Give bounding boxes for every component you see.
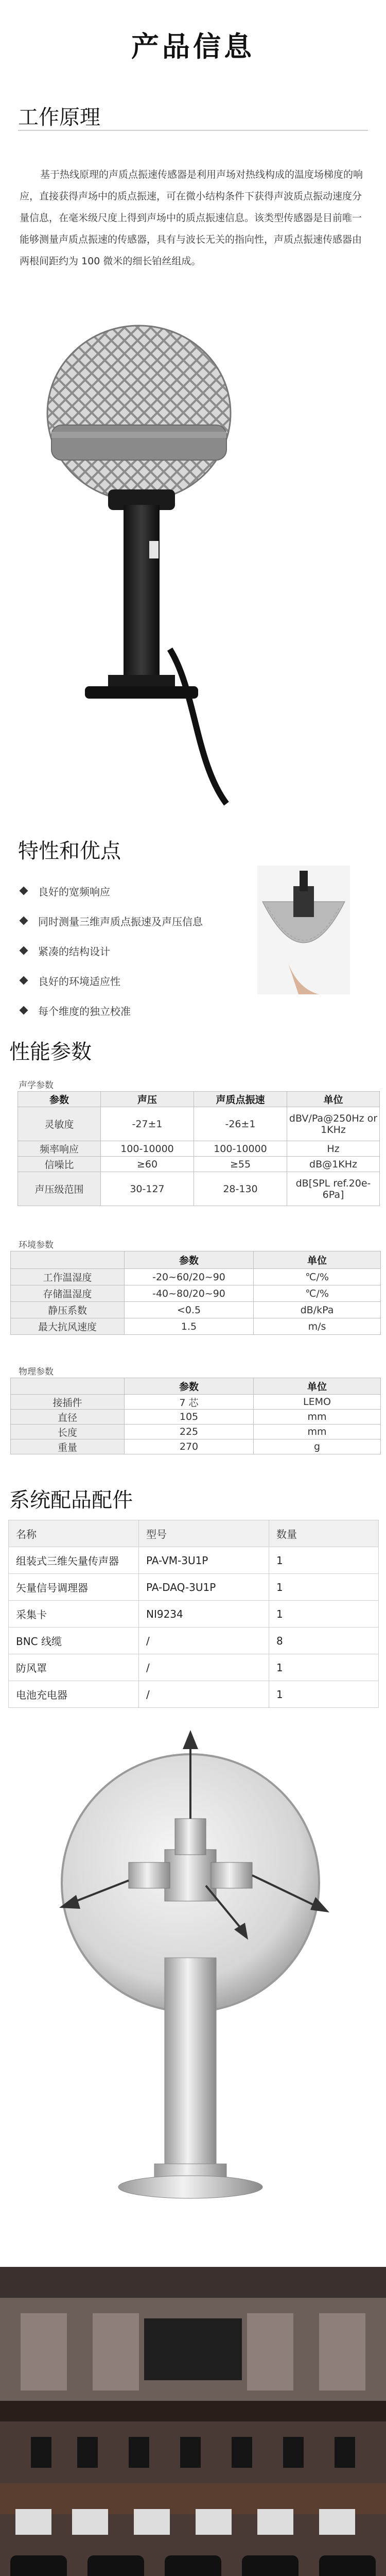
- accessories-table: 名称 型号 数量 组装式三维矢量传声器 PA-VM-3U1P 1 矢量信号调理器 PA-DAQ-3U1P 1 采集卡 NI9234 1 BNC 线缆 / 8 防风罩 / 1 电池充电器 / 1: [8, 1520, 379, 1708]
- table-row: 直径 105 mm: [11, 1410, 381, 1425]
- features-list: [21, 876, 247, 1025]
- microphone-photo: [0, 319, 386, 829]
- table-row: 最大抗风速度 1.5 m/s: [11, 1318, 381, 1335]
- feature-item: 紧凑的结构设计: [21, 936, 247, 965]
- table-row: BNC 线缆 / 8: [9, 1628, 379, 1654]
- specs-title: 性能参数: [9, 1040, 92, 1064]
- table-row: 静压系数 <0.5 dB/kPa: [11, 1302, 381, 1318]
- principle-title: 工作原理: [18, 106, 100, 129]
- environment-caption: 环境参数: [19, 1240, 54, 1250]
- physical-table: 参数 单位 接插件 7 芯 LEMO 直径 105 mm 长度 225 mm 重量 270 g: [10, 1378, 381, 1454]
- feature-item: 良好的宽频响应: [21, 876, 247, 906]
- table-row: 组装式三维矢量传声器 PA-VM-3U1P 1: [9, 1547, 379, 1574]
- diamond-bullet-icon: [20, 976, 28, 985]
- principle-divider: [18, 130, 368, 131]
- conference-room-photo: [0, 2267, 386, 2576]
- feature-item: 同时测量三维声质点振速及声压信息: [21, 906, 247, 936]
- table-row: 频率响应 100-10000 100-10000 Hz: [18, 1141, 380, 1157]
- feature-item: 良好的环境适应性: [21, 965, 247, 995]
- table-row: 声压级范围 30-127 28-130 dB[SPL ref.20e-6Pa]: [18, 1172, 380, 1206]
- table-row: 接插件 7 芯 LEMO: [11, 1395, 381, 1410]
- table-row: 长度 225 mm: [11, 1425, 381, 1439]
- features-title: 特性和优点: [18, 839, 121, 863]
- diamond-bullet-icon: [20, 917, 28, 925]
- table-row: 电池充电器 / 1: [9, 1681, 379, 1708]
- sensor-illustration: [0, 1721, 386, 2236]
- diamond-bullet-icon: [20, 887, 28, 895]
- feature-item: 每个维度的独立校准: [21, 995, 247, 1025]
- table-row: 信噪比 ≥60 ≥55 dB@1KHz: [18, 1157, 380, 1172]
- handheld-photo: [257, 866, 350, 994]
- page-title: 产品信息: [131, 30, 255, 63]
- table-row: 采集卡 NI9234 1: [9, 1601, 379, 1628]
- acoustic-table: 参数 声压 声质点振速 单位 灵敏度 -27±1 -26±1 dBV/Pa@250Hz or 1KHz 频率响应 100-10000 100-10000 Hz 信噪比 ≥60 ≥55 dB@1KHz 声压级范围 30-127 28-130 dB[SPL ref.20e-6Pa]: [17, 1091, 380, 1206]
- accessories-title: 系统配品配件: [9, 1488, 133, 1512]
- table-row: 工作温湿度 -20~60/20~90 ℃/%: [11, 1269, 381, 1285]
- table-row: 防风罩 / 1: [9, 1654, 379, 1681]
- table-row: 灵敏度 -27±1 -26±1 dBV/Pa@250Hz or 1KHz: [18, 1107, 380, 1141]
- principle-text: 基于热线原理的声质点振速传感器是利用声场对热线构成的温度场梯度的响应，直接获得声场中的质点振速，可在微小结构条件下获得声波质点振动速度分量信息，在毫米级尺度上得到声场中的质点振速信息。该类型传感器是目前唯一能够测量声质点振速的传感器，具有与波长无关的指向性，声质点振速传感器由两根间距约为 100 微米的细长铂丝组成。: [20, 169, 363, 267]
- table-row: 存储温湿度 -40~80/20~90 ℃/%: [11, 1285, 381, 1302]
- diamond-bullet-icon: [20, 946, 28, 955]
- physical-caption: 物理参数: [19, 1367, 54, 1377]
- environment-table: 参数 单位 工作温湿度 -20~60/20~90 ℃/% 存储温湿度 -40~80/20~90 ℃/% 静压系数 <0.5 dB/kPa 最大抗风速度 1.5 m/s: [10, 1251, 381, 1335]
- diamond-bullet-icon: [20, 1006, 28, 1015]
- acoustic-caption: 声学参数: [19, 1080, 54, 1091]
- table-row: 矢量信号调理器 PA-DAQ-3U1P 1: [9, 1574, 379, 1601]
- table-row: 重量 270 g: [11, 1439, 381, 1454]
